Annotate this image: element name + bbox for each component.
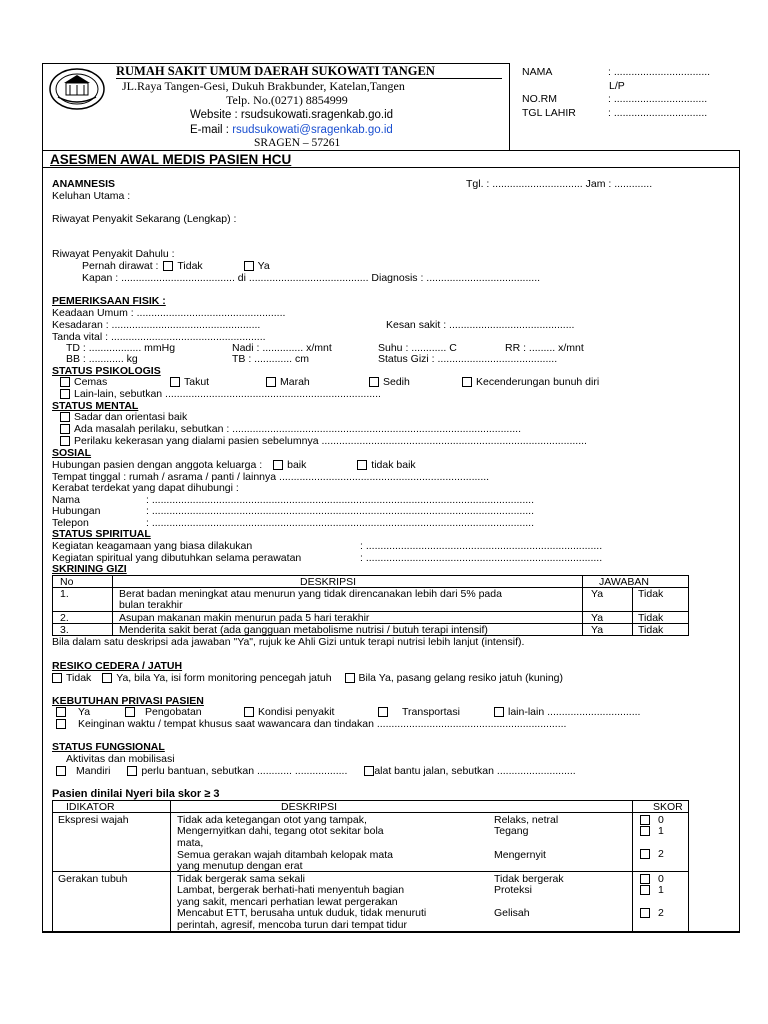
- nyeri-skor-option[interactable]: [640, 848, 664, 860]
- pemeriksaan-heading: PEMERIKSAAN FISIK :: [52, 295, 166, 307]
- patient-tgl-label: TGL LAHIR: [522, 107, 576, 119]
- nyeri-row-line: [52, 871, 689, 872]
- hubungan-keluarga-row: [52, 459, 416, 471]
- privasi-label: Pengobatan: [145, 706, 202, 718]
- psikologis-checkbox[interactable]: [462, 377, 472, 387]
- cedera-row: [52, 672, 563, 684]
- psikologis-heading: STATUS PSIKOLOGIS: [52, 365, 161, 377]
- nyeri-item-label: Proteksi: [494, 884, 532, 896]
- keluhan-utama[interactable]: Keluhan Utama :: [52, 190, 131, 202]
- psikologis-lain-label: Lain-lain, sebutkan ..........................................................................: [74, 388, 381, 400]
- nyeri-header-line: [52, 812, 689, 813]
- privasi-label: Kondisi penyakit: [258, 706, 335, 718]
- nyeri-skor-checkbox[interactable]: [640, 815, 650, 825]
- patient-tgl-field[interactable]: : ................................: [608, 107, 708, 119]
- privasi-label: lain-lain ................................: [508, 706, 641, 718]
- nyeri-skor-checkbox[interactable]: [640, 874, 650, 884]
- kesadaran[interactable]: Kesadaran : ...................................................: [52, 319, 261, 331]
- mandiri-checkbox[interactable]: [56, 766, 66, 776]
- gizi-header-no: No: [60, 576, 74, 588]
- alat-bantu-checkbox[interactable]: [364, 766, 374, 776]
- nyeri-desc-2: yang sakit, mencari perhatian lewat pergerakan: [177, 896, 398, 908]
- nyeri-item-label: Tegang: [494, 825, 529, 837]
- mental-option-1[interactable]: [60, 411, 187, 423]
- fungsional-heading: STATUS FUNGSIONAL: [52, 741, 165, 753]
- privasi-heading: KEBUTUHAN PRIVASI PASIEN: [52, 695, 204, 707]
- gizi-row-tidak[interactable]: Tidak: [638, 624, 664, 636]
- privasi-checkbox[interactable]: [378, 707, 388, 717]
- gizi-row-ya[interactable]: Ya: [591, 624, 604, 636]
- cedera-tidak-label: Tidak: [66, 672, 92, 684]
- form-top-line: [42, 150, 739, 151]
- psikologis-label: Kecenderungan bunuh diri: [476, 376, 600, 388]
- privasi-label: Transportasi: [402, 706, 460, 718]
- hubungan-baik-checkbox[interactable]: [273, 460, 283, 470]
- gizi-header-jawaban: JAWABAN: [599, 576, 649, 588]
- cedera-heading: RESIKO CEDERA / JATUH: [52, 660, 183, 672]
- psikologis-label: Cemas: [74, 376, 108, 388]
- kerabat-hubungan-field[interactable]: : ...................................................................................................................................: [146, 505, 534, 517]
- nyeri-desc: Tidak bergerak sama sekali: [177, 873, 305, 885]
- riwayat-sekarang[interactable]: Riwayat Penyakit Sekarang (Lengkap) :: [52, 213, 237, 225]
- gizi-note: Bila dalam satu deskripsi ada jawaban "Ya", rujuk ke Ahli Gizi untuk terapi nutrisi lebih lanjut (intensif).: [52, 636, 525, 648]
- tanda-vital[interactable]: Tanda vital : .....................................................: [52, 331, 266, 343]
- privasi-option-transportasi[interactable]: [378, 706, 460, 718]
- privasi-option-lain[interactable]: [494, 706, 640, 718]
- psikologis-option-cemas[interactable]: [60, 376, 107, 388]
- anamnesis-heading: ANAMNESIS: [52, 178, 116, 190]
- psikologis-label: Sedih: [383, 376, 410, 388]
- nyeri-item-label: Gelisah: [494, 907, 530, 919]
- psikologis-label: Marah: [280, 376, 310, 388]
- nyeri-col-line: [170, 800, 171, 932]
- psikologis-checkbox[interactable]: [369, 377, 379, 387]
- riwayat-dahulu: Riwayat Penyakit Dahulu :: [52, 248, 175, 260]
- pernah-dirawat-row: [82, 260, 270, 272]
- psikologis-option-bunuh-diri[interactable]: [462, 376, 599, 388]
- nyeri-item-label: Tidak bergerak: [494, 873, 564, 885]
- psikologis-lain-checkbox[interactable]: [60, 389, 70, 399]
- mental-checkbox[interactable]: [60, 412, 70, 422]
- kerabat-telepon-label: Telepon: [52, 517, 89, 529]
- hospital-city: SRAGEN – 57261: [254, 137, 341, 149]
- nyeri-skor-checkbox[interactable]: [640, 849, 650, 859]
- hospital-phone: Telp. No.(0271) 8854999: [226, 93, 348, 107]
- nyeri-skor-value: 1: [658, 825, 664, 837]
- spiritual-label-1: Kegiatan keagamaan yang biasa dilakukan: [52, 540, 253, 552]
- mental-checkbox[interactable]: [60, 424, 70, 434]
- patient-norm-label: NO.RM: [522, 93, 557, 105]
- privasi-checkbox[interactable]: [56, 719, 66, 729]
- alat-bantu-label: alat bantu jalan, sebutkan ...........................: [374, 765, 576, 777]
- nyeri-skor-checkbox[interactable]: [640, 885, 650, 895]
- nyeri-desc: Mengernyitkan dahi, tegang otot sekitar bola: [177, 825, 384, 837]
- psikologis-label: Takut: [184, 376, 210, 388]
- nyeri-skor-value: 2: [658, 848, 664, 860]
- gizi-row-desc: Menderita sakit berat (ada gangguan metabolisme nutrisi / butuh terapi intensif): [119, 624, 488, 636]
- psikologis-checkbox[interactable]: [266, 377, 276, 387]
- hubungan-baik-label: baik: [287, 459, 307, 471]
- sosial-heading: SOSIAL: [52, 447, 92, 459]
- nyeri-item-label: Relaks, netral: [494, 814, 559, 826]
- nyeri-col-line: [632, 800, 633, 932]
- perlu-bantuan-label: perlu bantuan, sebutkan ............ ..................: [141, 765, 348, 777]
- nyeri-desc: Tidak ada ketegangan otot yang tampak,: [177, 814, 367, 826]
- nyeri-skor-value: 0: [658, 814, 664, 826]
- privasi-option-kondisi[interactable]: [244, 706, 334, 718]
- hospital-logo: [46, 67, 108, 111]
- spiritual-label-2: Kegiatan spiritual yang dibutuhkan selama perawatan: [52, 552, 302, 564]
- nyeri-skor-checkbox[interactable]: [640, 908, 650, 918]
- nyeri-desc: Semua gerakan wajah ditambah kelopak mata: [177, 849, 393, 861]
- privasi-label: Keinginan waktu / tempat khusus saat wawancara dan tindakan .................................................................: [78, 718, 567, 730]
- nadi-field[interactable]: Nadi : .............. x/mnt: [232, 342, 332, 354]
- gizi-row-no: 1.: [60, 588, 69, 600]
- pernah-tidak-checkbox[interactable]: [163, 261, 173, 271]
- gizi-row-desc: Berat badan meningkat atau menurun yang tidak direncanakan lebih dari 5% pada: [119, 588, 502, 600]
- gizi-row-no: 3.: [60, 624, 69, 636]
- gizi-row-tidak[interactable]: Tidak: [638, 612, 664, 624]
- mandiri-label: Mandiri: [76, 765, 111, 777]
- email-label: E-mail :: [190, 124, 229, 136]
- tb-field[interactable]: TB : ............. cm: [232, 353, 310, 365]
- hubungan-tidak-baik-checkbox[interactable]: [357, 460, 367, 470]
- bb-field[interactable]: BB : ............ kg: [66, 353, 138, 365]
- nyeri-heading: Pasien dinilai Nyeri bila skor ≥ 3: [52, 788, 220, 800]
- nyeri-indikator: Ekspresi wajah: [58, 814, 129, 826]
- nyeri-header-indikator: IDIKATOR: [66, 801, 115, 813]
- kesan-sakit[interactable]: Kesan sakit : ...........................................: [386, 319, 575, 331]
- nyeri-indikator: Gerakan tubuh: [58, 873, 128, 885]
- fungsional-row: [56, 765, 576, 777]
- gizi-heading: SKRINING GIZI: [52, 563, 127, 575]
- gizi-col-line: [632, 587, 633, 636]
- patient-nama-field[interactable]: : .................................: [608, 66, 711, 78]
- hospital-address: JL.Raya Tangen-Gesi, Dukuh Brakbunder, Katelan,Tangen: [122, 79, 405, 93]
- patient-nama-label: NAMA: [522, 66, 553, 78]
- gizi-col-line: [112, 575, 113, 636]
- nyeri-skor-checkbox[interactable]: [640, 826, 650, 836]
- patient-lp[interactable]: L/P: [609, 80, 625, 92]
- email-link[interactable]: rsudsukowati@sragenkab.go.id: [232, 124, 393, 136]
- kerabat-label: Kerabat terdekat yang dapat dihubungi :: [52, 482, 239, 494]
- privasi-checkbox[interactable]: [56, 707, 66, 717]
- mental-heading: STATUS MENTAL: [52, 400, 139, 412]
- nyeri-item-label: Mengernyit: [494, 849, 546, 861]
- nyeri-desc: Lambat, bergerak berhati-hati menyentuh bagian: [177, 884, 405, 896]
- nyeri-skor-option[interactable]: [640, 825, 664, 837]
- td-field[interactable]: TD : .................. mmHg: [66, 342, 176, 354]
- tempat-tinggal[interactable]: Tempat tinggal : rumah / asrama / panti / lainnya ........................................................................: [52, 471, 490, 483]
- nyeri-header-skor: SKOR: [653, 801, 683, 813]
- cedera-bila-checkbox[interactable]: [345, 673, 355, 683]
- privasi-checkbox[interactable]: [494, 707, 504, 717]
- cedera-ya-label: Ya, bila Ya, isi form monitoring pencegah jatuh: [116, 672, 332, 684]
- gizi-row-no: 2.: [60, 612, 69, 624]
- spiritual-field-1[interactable]: : .................................................................................: [360, 540, 603, 552]
- keadaan-umum[interactable]: Keadaan Umum : ...................................................: [52, 307, 286, 319]
- psikologis-lain[interactable]: [60, 388, 381, 400]
- nyeri-skor-option[interactable]: [640, 907, 664, 919]
- privasi-option-pengobatan[interactable]: [125, 706, 202, 718]
- gizi-row-desc-2: bulan terakhir: [119, 599, 183, 611]
- psikologis-checkbox[interactable]: [60, 377, 70, 387]
- form-title: ASESMEN AWAL MEDIS PASIEN HCU: [50, 152, 292, 167]
- pernah-ya-checkbox[interactable]: [244, 261, 254, 271]
- perlu-bantuan-checkbox[interactable]: [127, 766, 137, 776]
- rr-field[interactable]: RR : ......... x/mnt: [505, 342, 584, 354]
- nyeri-desc-2: yang menutup dengan erat: [177, 860, 303, 872]
- hubungan-tidak-baik-label: tidak baik: [371, 459, 416, 471]
- privasi-option-waktu[interactable]: [56, 718, 566, 730]
- gizi-row-tidak[interactable]: Tidak: [638, 588, 664, 600]
- mental-label: Sadar dan orientasi baik: [74, 411, 188, 423]
- kerabat-telepon-field[interactable]: : ...................................................................................................................................: [146, 517, 534, 529]
- nyeri-desc-2: perintah, agresif, mencoba turun dari tempat tidur: [177, 919, 407, 931]
- privasi-label: Ya: [78, 706, 91, 718]
- kapan-row[interactable]: Kapan : ....................................... di ......................................... Diagnosis : .......................................: [82, 272, 541, 284]
- status-gizi-field[interactable]: Status Gizi : .........................................: [378, 353, 558, 365]
- form-bottom-line: [42, 931, 739, 932]
- kerabat-nama-label: Nama: [52, 494, 81, 506]
- psikologis-option-sedih[interactable]: [369, 376, 410, 388]
- gizi-row-ya[interactable]: Ya: [591, 588, 604, 600]
- psikologis-option-takut[interactable]: [170, 376, 209, 388]
- pernah-tidak-label: Tidak: [177, 260, 203, 272]
- hubungan-keluarga-label: Hubungan pasien dengan anggota keluarga :: [52, 459, 263, 471]
- aktivitas-label: Aktivitas dan mobilisasi: [66, 753, 175, 765]
- cedera-ya-checkbox[interactable]: [102, 673, 112, 683]
- mental-option-2[interactable]: [60, 423, 521, 435]
- hospital-website: Website : rsudsukowati.sragenkab.go.id: [190, 109, 394, 121]
- nyeri-skor-value: 0: [658, 873, 664, 885]
- privasi-option-ya[interactable]: [56, 706, 90, 718]
- mental-option-3[interactable]: [60, 435, 587, 447]
- patient-norm-field[interactable]: : ................................: [608, 93, 708, 105]
- tgl-jam-field[interactable]: Tgl. : ............................... Jam : .............: [466, 178, 653, 190]
- cedera-bila-label: Bila Ya, pasang gelang resiko jatuh (kuning): [358, 672, 564, 684]
- nyeri-header-deskripsi: DESKRIPSI: [281, 801, 338, 813]
- nyeri-skor-value: 1: [658, 884, 664, 896]
- psikologis-option-marah[interactable]: [266, 376, 310, 388]
- pernah-dirawat-label: Pernah dirawat :: [82, 260, 159, 272]
- kerabat-nama-field[interactable]: : ...................................................................................................................................: [146, 494, 534, 506]
- spiritual-field-2[interactable]: : .................................................................................: [360, 552, 603, 564]
- mental-label: Ada masalah perilaku, sebutkan : ...................................................................................................: [74, 423, 521, 435]
- gizi-col-line: [582, 575, 583, 636]
- hospital-name: RUMAH SAKIT UMUM DAERAH SUKOWATI TANGEN: [116, 64, 435, 78]
- nyeri-desc-2: mata,: [177, 837, 204, 849]
- spiritual-heading: STATUS SPIRITUAL: [52, 528, 151, 540]
- privasi-checkbox[interactable]: [244, 707, 254, 717]
- nyeri-skor-option[interactable]: [640, 884, 664, 896]
- gizi-row-desc: Asupan makanan makin menurun pada 5 hari terakhir: [119, 612, 370, 624]
- mental-checkbox[interactable]: [60, 436, 70, 446]
- nyeri-desc: Mencabut ETT, berusaha untuk duduk, tidak menuruti: [177, 907, 427, 919]
- gizi-header-deskripsi: DESKRIPSI: [300, 576, 357, 588]
- suhu-field[interactable]: Suhu : ............ C: [378, 342, 457, 354]
- gizi-row-ya[interactable]: Ya: [591, 612, 604, 624]
- hospital-email: [190, 124, 393, 136]
- form-title-line: [42, 167, 739, 168]
- cedera-tidak-checkbox[interactable]: [52, 673, 62, 683]
- pernah-ya-label: Ya: [257, 260, 270, 272]
- mental-label: Perilaku kekerasan yang dialami pasien sebelumnya ...........................................................................................: [74, 435, 587, 447]
- kerabat-hubungan-label: Hubungan: [52, 505, 101, 517]
- psikologis-checkbox[interactable]: [170, 377, 180, 387]
- nyeri-skor-value: 2: [658, 907, 664, 919]
- privasi-checkbox[interactable]: [125, 707, 135, 717]
